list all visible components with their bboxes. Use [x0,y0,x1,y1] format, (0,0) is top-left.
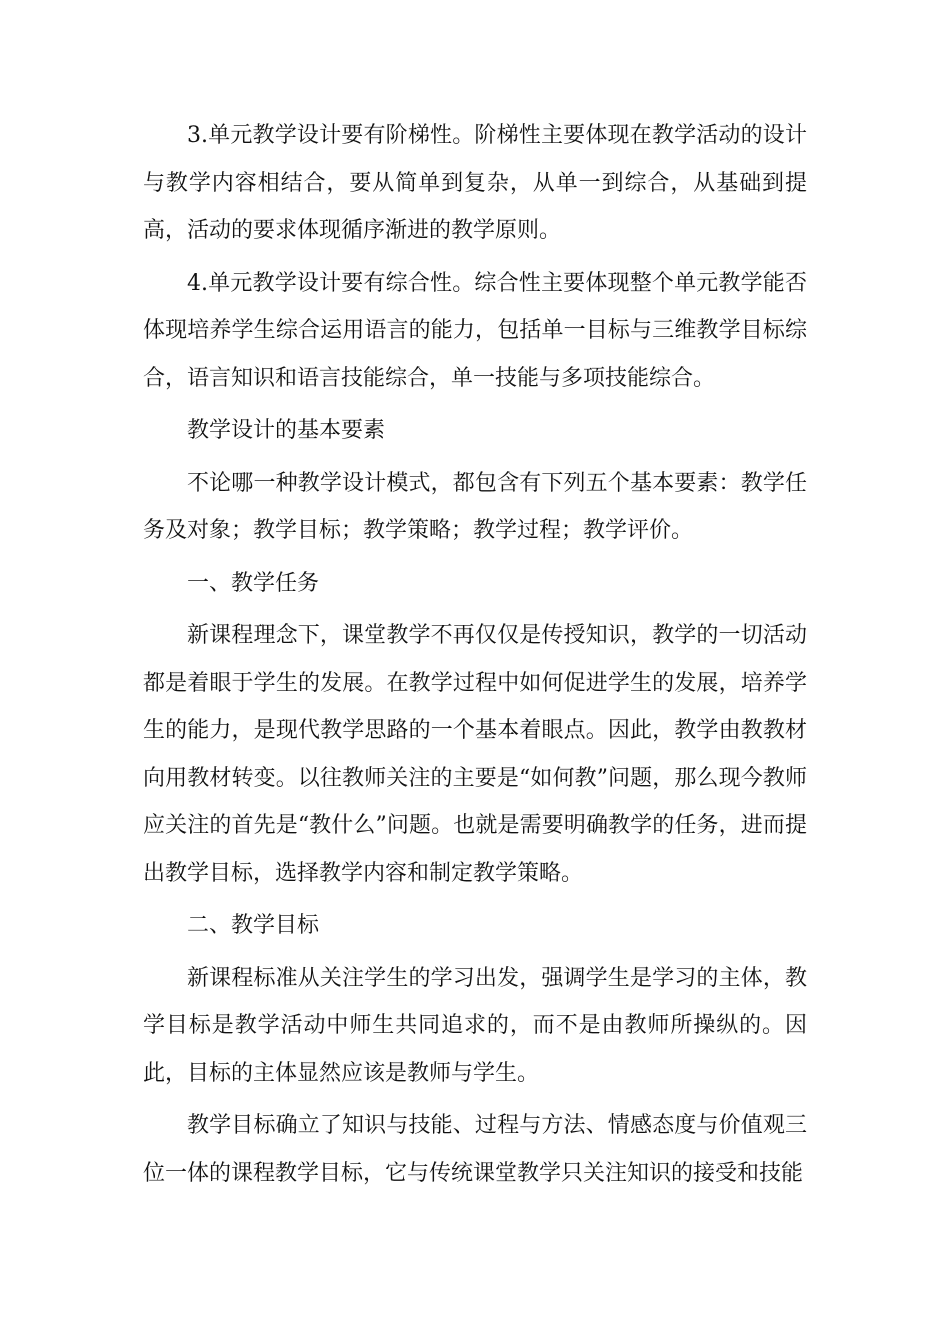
paragraph-comprehensive-principle: 4.单元教学设计要有综合性。综合性主要体现整个单元教学能否体现培养学生综合运用语言的能力，包括单一目标与三维教学目标综合，语言知识和语言技能综合，单一技能与多项技能综合。 [143,270,807,391]
section-heading-teaching-goals: 二、教学目标 [187,913,320,938]
section-heading-basic-elements: 教学设计的基本要素 [187,418,386,443]
paragraph-three-dimensional-goals: 教学目标确立了知识与技能、过程与方法、情感态度与价值观三位一体的课程教学目标，它与传统课堂教学只关注知识的接受和技能 [143,1113,807,1186]
paragraph-teaching-task: 新课程理念下，课堂教学不再仅仅是传授知识，教学的一切活动都是着眼于学生的发展。在教学过程中如何促进学生的发展，培养学生的能力，是现代教学思路的一个基本着眼点。因此，教学由教教材向用教材转变。以往教师关注的主要是“如何教”问题，那么现今教师应关注的首先是“教什么”问题。也就是需要明确教学的任务，进而提出教学目标，选择教学内容和制定教学策略。 [143,623,807,886]
paragraph-goal-subject: 新课程标准从关注学生的学习出发，强调学生是学习的主体，教学目标是教学活动中师生共同追求的，而不是由教师所操纵的。因此，目标的主体显然应该是教师与学生。 [143,965,807,1086]
paragraph-ladder-principle: 3.单元教学设计要有阶梯性。阶梯性主要体现在教学活动的设计与教学内容相结合，要从简单到复杂，从单一到综合，从基础到提高，活动的要求体现循序渐进的教学原则。 [143,123,807,243]
section-heading-teaching-task: 一、教学任务 [187,570,320,596]
document-page [143,112,807,1197]
paragraph-five-elements: 不论哪一种教学设计模式，都包含有下列五个基本要素：教学任务及对象；教学目标；教学策略；教学过程；教学评价。 [143,470,807,543]
